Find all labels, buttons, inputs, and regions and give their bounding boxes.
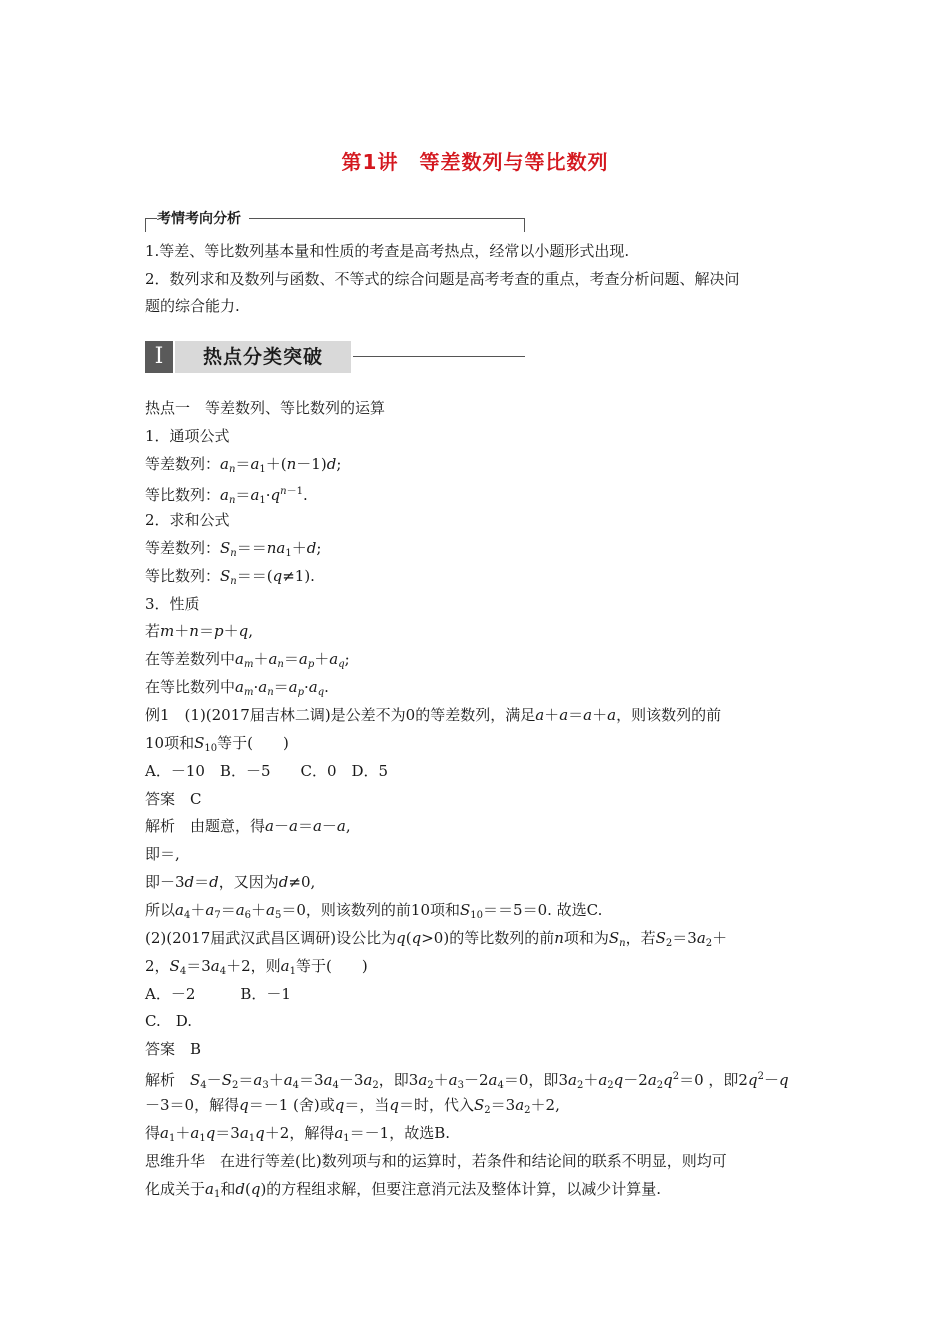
text: 等于( ) — [217, 734, 289, 752]
arith-sum: 等差数列：$S_n==na_1+d$; — [145, 539, 322, 559]
label: 等比数列： — [145, 567, 221, 585]
text: ，则 — [250, 957, 281, 975]
label: 等比数列： — [145, 486, 221, 504]
example1-question-2: (2)(2017届武汉武昌区调研)设公比为q(q>0)的等比数列的前n项和为$S_n$，若$S_2=3a_2+$ — [145, 929, 728, 949]
geo-sum: 等比数列：$S_n==(q\ne 1)$. — [145, 567, 315, 587]
geo-general-term: 等比数列：$a_n=a_1\cdot q^{n-1}$. — [145, 486, 308, 506]
page-title: 第1讲 等差数列与等比数列 — [341, 150, 609, 174]
text: ＝0，则该数列的前10项和 — [281, 901, 461, 919]
text: 等于( ) — [295, 957, 368, 975]
label: 等差数列： — [145, 539, 221, 557]
example1-solution-1-l3: 即－3d＝d，又因为d≠0, — [145, 873, 316, 891]
text: 解析 由题意，得 — [145, 817, 266, 835]
example1-options-1: A．－10 B．－5 C．0 D．5 — [145, 762, 389, 780]
label: 在等差数列中 — [145, 650, 236, 668]
analysis-point-2-cont: 题的综合能力. — [145, 297, 240, 315]
hot1-sub1: 1．通项公式 — [145, 427, 230, 445]
label: 若 — [145, 622, 161, 640]
example1-answer-2: 答案 B — [145, 1040, 202, 1058]
label: 等差数列： — [145, 455, 221, 473]
text: ，又因为 — [218, 873, 279, 891]
text: 解析 — [145, 1071, 191, 1089]
insight-line-1: 思维升华 在进行等差(比)数列项与和的运算时，若条件和结论间的联系不明显，则均可 — [145, 1152, 727, 1170]
example1-solution-1-l2: 即＝, — [145, 845, 180, 863]
text: ＝，当 — [344, 1096, 390, 1114]
text: 的方程组求解，但要注意消元法及整体计算，以减少计算量. — [266, 1180, 662, 1198]
text: 得 — [145, 1124, 161, 1142]
property-arith: 在等差数列中$a_m+a_n=a_p+a_q$; — [145, 650, 350, 670]
section-label: 热点分类突破 — [175, 341, 351, 373]
text: ，则该数列的前 — [616, 706, 722, 724]
text: 化成关于 — [145, 1180, 206, 1198]
analysis-heading: 考情考向分析 — [157, 208, 249, 228]
example1-question-1-cont: 10项和$S_{10}$等于( ) — [145, 734, 289, 754]
text: ，解得 — [289, 1124, 335, 1142]
analysis-heading-box — [145, 210, 525, 232]
section-heading — [145, 341, 525, 373]
example1-question-2-cont: 2，$S_4=3a_4+2$，则$a_1$等于( ) — [145, 957, 368, 977]
analysis-point-2: 2．数列求和及数列与函数、不等式的综合问题是高考考查的重点，考查分析问题、解决问 — [145, 270, 740, 288]
text: 和 — [220, 1180, 236, 1198]
property-condition: 若m＋n＝p＋q, — [145, 622, 253, 640]
example1-options-2-cont: C. D. — [145, 1012, 192, 1030]
divider — [524, 218, 525, 232]
divider — [353, 356, 525, 357]
analysis-point-1: 1.等差、等比数列基本量和性质的考查是高考热点，经常以小题形式出现. — [145, 242, 630, 260]
text: (2)(2017届武汉武昌区调研)设公比为 — [145, 929, 397, 947]
text: ＝＝5＝0. 故选C. — [483, 901, 603, 919]
label: 在等比数列中 — [145, 678, 236, 696]
text: 即－3 — [145, 873, 185, 891]
example1-solution-1: 解析 由题意，得a－a＝a－a, — [145, 817, 351, 835]
text: 所以 — [145, 901, 176, 919]
text: ＝时，代入 — [398, 1096, 474, 1114]
hot1-title: 热点一 等差数列、等比数列的运算 — [145, 399, 386, 417]
text: 项和为 — [563, 929, 609, 947]
example1-solution-2-l3: 得$a_1+a_1q=3a_1q+2$，解得$a_1=-1$，故选B. — [145, 1124, 451, 1144]
arith-general-term: 等差数列：$a_n=a_1+(n-1)d$; — [145, 455, 342, 475]
text: ，若 — [625, 929, 656, 947]
example1-options-2: A．－2 B．－1 — [145, 985, 291, 1003]
text: 例1 (1)(2017届吉林二调)是公差不为0的等差数列，满足 — [145, 706, 536, 724]
example1-question-1: 例1 (1)(2017届吉林二调)是公差不为0的等差数列，满足a＋a＝a＋a，则该数列的前 — [145, 706, 722, 724]
hot1-sub2: 2．求和公式 — [145, 511, 230, 529]
example1-solution-1-l4: 所以$a_4+a_7=a_6+a_5=0$，则该数列的前10项和$S_{10}==5=0$. 故选C. — [145, 901, 603, 921]
insight-line-2: 化成关于$a_1$和d(q)的方程组求解，但要注意消元法及整体计算，以减少计算量. — [145, 1180, 662, 1200]
text: 10项和 — [145, 734, 195, 752]
example1-solution-2-l2: －3＝0，解得q＝－1 (舍)或q＝，当q＝时，代入$S_2=3a_2+2$, — [145, 1096, 560, 1116]
hot1-sub3: 3．性质 — [145, 595, 200, 613]
text: (舍)或 — [293, 1096, 335, 1114]
example1-solution-2: 解析 $S_4-S_2=a_3+a_4=3a_4-3a_2$，即$3a_2+a_3-2a_4=0$，即$3a_2+a_2q-2a_2q^2=0$ ，即$2q^2-q$ — [145, 1071, 789, 1091]
divider — [145, 218, 146, 232]
property-geo: 在等比数列中$a_m\cdot a_n=a_p\cdot a_q$. — [145, 678, 329, 698]
text: ＝－1，故选B. — [349, 1124, 451, 1142]
example1-answer-1: 答案 C — [145, 790, 202, 808]
text: ，解得 — [194, 1096, 240, 1114]
text: ，即 — [528, 1071, 559, 1089]
text: 的等比数列的前 — [449, 929, 555, 947]
section-numeral: Ⅰ — [145, 341, 173, 373]
